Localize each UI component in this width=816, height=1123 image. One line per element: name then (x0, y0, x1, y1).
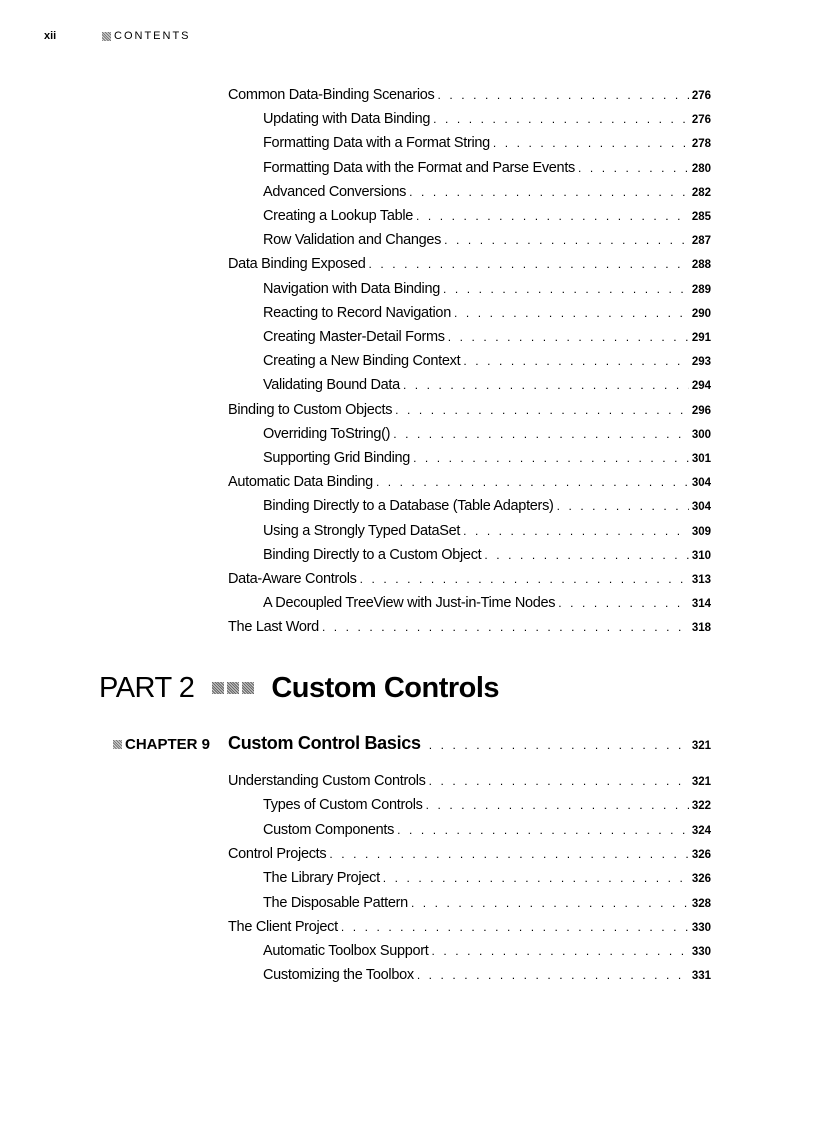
toc-entry[interactable] (228, 474, 711, 490)
dot-leader (557, 499, 689, 513)
toc-entry-page: 328 (691, 897, 711, 910)
toc-entry[interactable] (263, 377, 711, 393)
dot-leader (443, 282, 689, 296)
dot-leader (413, 451, 689, 465)
toc-entry-title: Navigation with Data Binding (263, 280, 440, 297)
toc-entry-title: Common Data-Binding Scenarios (228, 87, 435, 103)
toc-entry-page: 276 (691, 90, 711, 102)
dot-leader (444, 233, 689, 247)
chapter-title: Custom Control Basics (228, 733, 421, 753)
toc-entry-title: Creating a Lookup Table (263, 208, 414, 224)
toc-entry-page: 289 (691, 283, 711, 296)
toc-entry-title: Automatic Data Binding (228, 474, 373, 491)
toc-entry[interactable] (263, 208, 711, 224)
dot-leader (484, 548, 688, 562)
dot-leader (426, 798, 689, 812)
toc-entry-title: Advanced Conversions (263, 183, 407, 200)
toc-entry[interactable] (228, 402, 711, 418)
chapter-entry[interactable] (228, 733, 711, 754)
dot-leader (393, 427, 689, 441)
toc-entry[interactable] (228, 571, 711, 587)
dot-leader (432, 944, 689, 958)
toc-entry-title: The Library Project (263, 870, 380, 887)
toc-entry-page: 318 (691, 622, 711, 635)
dot-leader (454, 306, 689, 320)
toc-entry-title: Binding to Custom Objects (228, 401, 393, 418)
toc-entry[interactable] (263, 523, 711, 539)
toc-entry-page: 330 (691, 946, 711, 959)
toc-entry-title: Data-Aware Controls (228, 571, 357, 587)
toc-entry-title: Binding Directly to a Custom Object (263, 546, 482, 563)
chapter-heading (113, 733, 210, 755)
toc-entry[interactable] (228, 256, 711, 272)
toc-entry-page: 294 (691, 380, 711, 393)
dot-leader (383, 871, 689, 885)
dot-leader (395, 403, 689, 417)
toc-entry[interactable] (263, 184, 711, 200)
toc-entry-title: Control Projects (228, 845, 327, 862)
dot-leader (578, 161, 689, 175)
toc-entry-page: 331 (691, 970, 711, 983)
toc-entry-page: 304 (691, 477, 711, 490)
toc-entry-page: 326 (691, 873, 711, 886)
toc-entry-page: 330 (691, 921, 711, 934)
toc-entry[interactable] (263, 281, 711, 297)
toc-entry[interactable] (263, 305, 711, 321)
chapter-page: 321 (691, 740, 711, 752)
toc-entry-title: Overriding ToString() (263, 425, 391, 442)
toc-entry-page: 326 (691, 848, 711, 861)
toc-entry-title: Custom Components (263, 821, 395, 838)
part-heading (99, 668, 499, 708)
toc-entry[interactable] (263, 797, 711, 813)
dot-leader (403, 378, 689, 392)
dot-leader (429, 774, 689, 788)
toc-entry[interactable] (228, 919, 711, 935)
toc-entry[interactable] (228, 773, 711, 789)
dot-leader (409, 185, 689, 199)
toc-entry-page: 282 (691, 186, 711, 199)
page-number: xii (44, 30, 57, 42)
chapter-label-text: CHAPTER 9 (125, 735, 211, 753)
toc-entry[interactable] (228, 87, 711, 103)
part-title: Custom Controls (271, 671, 500, 704)
dot-leader (417, 968, 689, 982)
toc-entry-title: Understanding Custom Controls (228, 773, 426, 789)
dot-leader (463, 524, 689, 538)
toc-entry-page: 276 (691, 114, 711, 127)
toc-entry[interactable] (263, 426, 711, 442)
toc-entry-title: Updating with Data Binding (263, 111, 431, 128)
toc-entry-title: Types of Custom Controls (263, 797, 423, 814)
toc-entry[interactable] (263, 967, 711, 983)
toc-entry-page: 288 (691, 259, 711, 272)
toc-entry-page: 290 (691, 307, 711, 320)
dot-leader (438, 88, 689, 102)
toc-entry-page: 313 (691, 574, 711, 586)
part-bullets-icon (212, 682, 257, 694)
square-bullet-icon (113, 740, 122, 749)
toc-entry-page: 301 (691, 453, 711, 465)
toc-entry[interactable] (263, 943, 711, 959)
toc-entry-title: Formatting Data with a Format String (263, 135, 490, 152)
toc-entry-title: Formatting Data with the Format and Parse Events (263, 159, 575, 176)
dot-leader (493, 136, 689, 150)
toc-entry[interactable] (263, 160, 711, 176)
dot-leader (322, 620, 689, 634)
toc-entry-title: Row Validation and Changes (263, 232, 442, 249)
dot-leader (411, 896, 689, 910)
chapter-label (113, 736, 210, 753)
toc-entry-title: A Decoupled TreeView with Just-in-Time Nodes (263, 595, 556, 612)
toc-entry[interactable] (263, 498, 711, 514)
page-header (44, 29, 191, 43)
toc-entry[interactable] (263, 111, 711, 127)
toc-entry-page: 304 (691, 501, 711, 514)
toc-entry[interactable] (263, 870, 711, 886)
toc-entry-page: 291 (691, 332, 711, 344)
dot-leader (416, 209, 689, 223)
dot-leader (341, 920, 689, 934)
toc-entry[interactable] (263, 822, 711, 838)
toc-entry-title: Creating Master-Detail Forms (263, 329, 445, 345)
toc-entry-page: 296 (691, 404, 711, 417)
toc-entry-page: 293 (691, 356, 711, 369)
toc-entry-title: Reacting to Record Navigation (263, 304, 451, 321)
dot-leader (448, 330, 689, 344)
toc-entry-page: 287 (691, 235, 711, 248)
running-head-text: CONTENTS (114, 30, 191, 42)
toc-entry-title: Creating a New Binding Context (263, 353, 461, 370)
toc-entry-title: Data Binding Exposed (228, 256, 366, 273)
part-label: PART 2 (99, 671, 195, 704)
toc-entry-title: Using a Strongly Typed DataSet (263, 522, 461, 539)
toc-entry-title: Supporting Grid Binding (263, 450, 411, 466)
toc-entry-page: 314 (691, 598, 711, 611)
toc-entry-title: The Disposable Pattern (263, 894, 408, 911)
toc-entry-page: 322 (691, 800, 711, 813)
toc-entry[interactable] (263, 329, 711, 345)
dot-leader (429, 738, 688, 752)
toc-entry-title: Customizing the Toolbox (263, 967, 414, 984)
toc-entry[interactable] (263, 232, 711, 248)
toc-entry-page: 285 (691, 211, 711, 223)
toc-entry[interactable] (263, 135, 711, 151)
toc-entry[interactable] (228, 619, 711, 635)
toc-entry[interactable] (228, 846, 711, 862)
toc-entry-page: 321 (691, 776, 711, 788)
toc-entry-page: 324 (691, 824, 711, 837)
toc-entry-page: 300 (691, 428, 711, 441)
toc-entry-title: Automatic Toolbox Support (263, 943, 429, 960)
toc-entry-title: Validating Bound Data (263, 377, 400, 394)
toc-entry[interactable] (263, 353, 711, 369)
dot-leader (329, 847, 688, 861)
dot-leader (558, 596, 689, 610)
toc-entry[interactable] (263, 895, 711, 911)
dot-leader (376, 475, 689, 489)
toc-entry[interactable] (263, 547, 711, 563)
toc-entry-page: 280 (691, 162, 711, 175)
dot-leader (397, 823, 689, 837)
toc-entry-page: 309 (691, 525, 711, 538)
toc-entry-title: The Last Word (228, 619, 319, 636)
dot-leader (360, 572, 689, 586)
toc-entry-page: 278 (691, 138, 711, 151)
toc-entry-page: 310 (691, 549, 711, 562)
toc-entry-title: Binding Directly to a Database (Table Adapters) (263, 498, 554, 515)
dot-leader (369, 257, 689, 271)
dot-leader (433, 112, 689, 126)
dot-leader (463, 354, 688, 368)
square-bullet-icon (102, 32, 111, 41)
toc-entry[interactable] (263, 450, 711, 466)
toc-entry[interactable] (263, 595, 711, 611)
toc-entry-title: The Client Project (228, 918, 338, 935)
running-head (102, 30, 191, 42)
